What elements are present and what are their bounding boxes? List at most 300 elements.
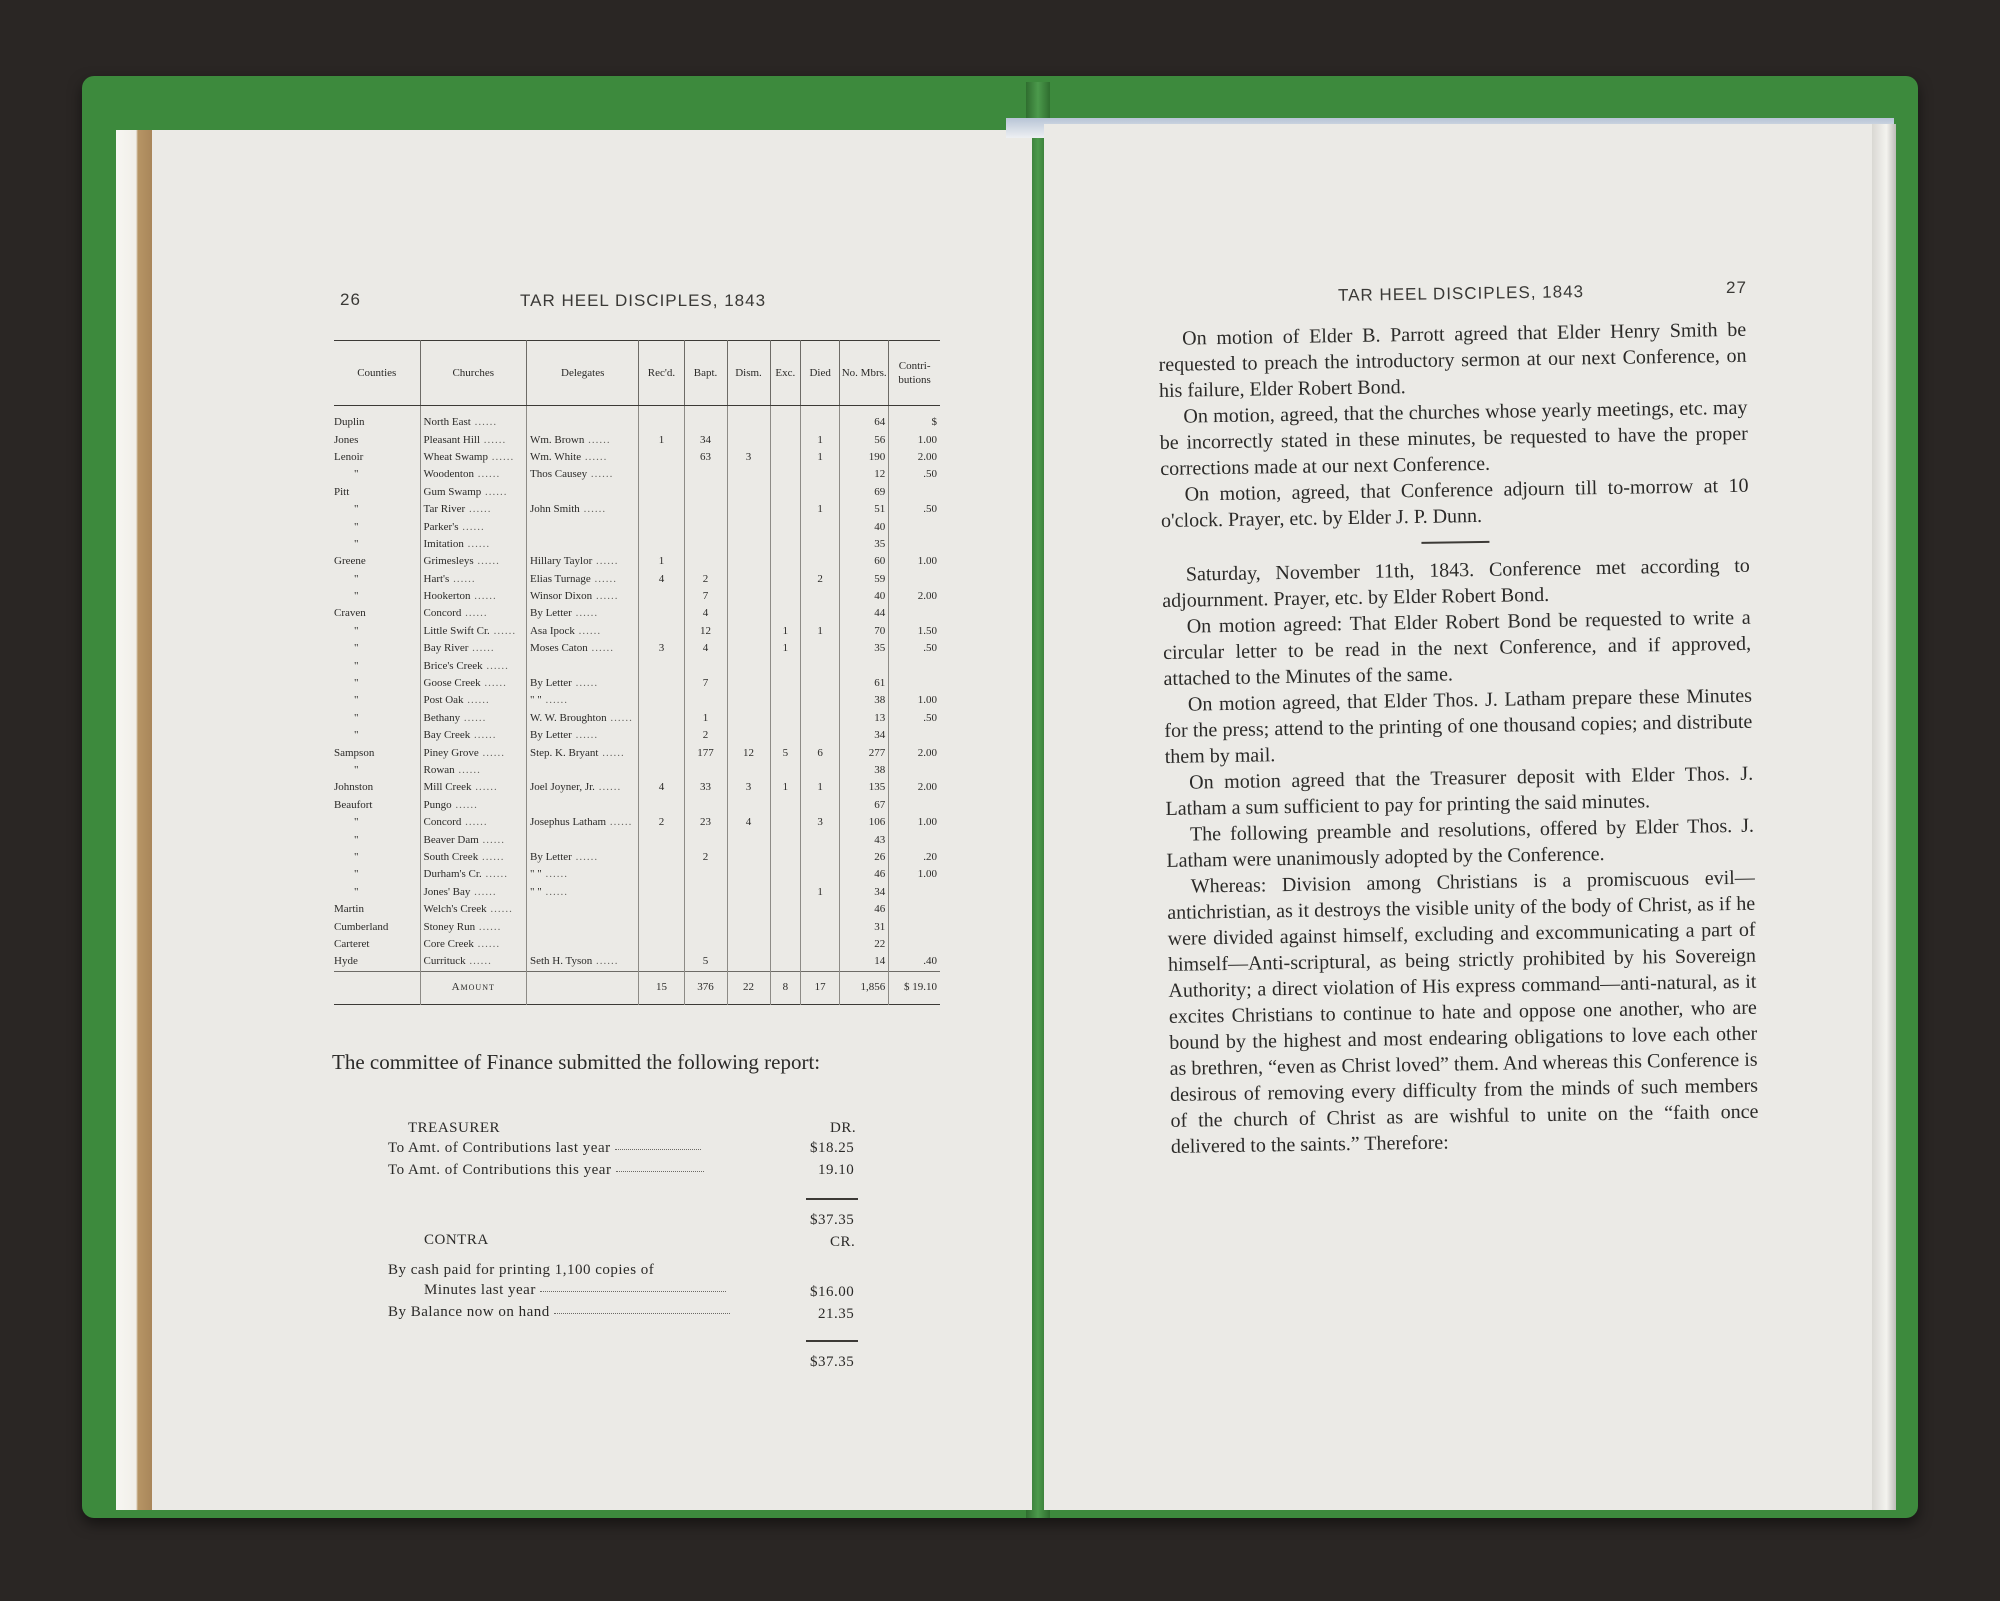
table-cell: 34	[840, 727, 889, 744]
table-cell	[639, 936, 684, 953]
table-cell: Durham's Cr. ......	[420, 866, 526, 883]
table-cell	[526, 797, 638, 814]
paragraph: On motion agreed that the Treasurer deposit with Elder Thos. J. Latham a sum sufficient to pay for printing the said minutes.	[1165, 762, 1754, 820]
table-cell	[727, 431, 770, 448]
table-cell: 277	[840, 744, 889, 761]
table-row	[334, 814, 940, 831]
table-cell: "	[354, 850, 359, 863]
table-cell	[770, 571, 801, 588]
table-cell: By Letter ......	[526, 675, 638, 692]
table-cell	[727, 518, 770, 535]
table-total-row	[334, 971, 940, 1004]
table-cell: 3	[727, 779, 770, 796]
table-cell	[770, 901, 801, 918]
right-running-head: TAR HEEL DISCIPLES, 1843	[1337, 282, 1585, 305]
table-cell: Wheat Swamp ......	[420, 449, 526, 466]
table-cell	[801, 849, 840, 866]
table-cell	[727, 901, 770, 918]
finance-amount-1: $18.25	[810, 1140, 855, 1156]
table-cell	[889, 884, 940, 901]
table-cell	[770, 727, 801, 744]
table-cell	[889, 518, 940, 535]
table-cell: 33	[684, 779, 727, 796]
table-cell: 3	[639, 640, 684, 657]
table-cell: 22	[840, 936, 889, 953]
table-row	[334, 449, 940, 466]
table-cell	[801, 866, 840, 883]
table-cell	[526, 831, 638, 848]
table-cell: 61	[840, 675, 889, 692]
table-cell	[526, 414, 638, 431]
table-cell: 2.00	[889, 449, 940, 466]
treasurer-label: TREASURER	[408, 1120, 501, 1136]
table-header-row	[334, 341, 940, 406]
table-cell	[684, 536, 727, 553]
table-cell	[684, 466, 727, 483]
dr-label: DR.	[830, 1120, 857, 1136]
table-cell: 67	[840, 797, 889, 814]
table-cell: 35	[840, 640, 889, 657]
table-cell: Beaufort	[334, 798, 373, 811]
paragraph: On motion, agreed, that the churches whose yearly meetings, etc. may be incorrectly stated in these minutes, be requested to have the proper corrections made at our next Conference.	[1159, 396, 1748, 480]
table-cell	[770, 849, 801, 866]
table-row	[334, 797, 940, 814]
dot-leader	[540, 1290, 726, 1292]
table-cell	[639, 692, 684, 709]
table-row	[334, 536, 940, 553]
table-cell	[526, 918, 638, 935]
table-cell	[770, 518, 801, 535]
table-cell: Woodenton ......	[420, 466, 526, 483]
table-cell: 1.00	[889, 553, 940, 570]
table-cell	[639, 953, 684, 971]
table-cell: Hyde	[334, 955, 358, 968]
total-cell: 17	[801, 971, 840, 1004]
table-cell	[770, 431, 801, 448]
table-cell	[727, 640, 770, 657]
table-cell	[770, 553, 801, 570]
table-cell: " " ......	[526, 884, 638, 901]
table-cell: 51	[840, 501, 889, 518]
table-cell	[684, 901, 727, 918]
table-cell	[770, 936, 801, 953]
table-cell: Hillary Taylor ......	[526, 553, 638, 570]
table-cell	[639, 866, 684, 883]
table-cell: Elias Turnage ......	[526, 571, 638, 588]
table-cell: 2.00	[889, 588, 940, 605]
table-row	[334, 675, 940, 692]
dot-leader	[616, 1170, 704, 1172]
table-cell	[684, 831, 727, 848]
table-cell: "	[354, 468, 359, 481]
table-cell: 1.00	[889, 814, 940, 831]
table-cell: John Smith ......	[526, 501, 638, 518]
table-cell: 14	[840, 953, 889, 971]
table-cell: 190	[840, 449, 889, 466]
table-cell	[639, 901, 684, 918]
table-cell: " " ......	[526, 866, 638, 883]
table-cell: Moses Caton ......	[526, 640, 638, 657]
table-cell: 34	[840, 884, 889, 901]
paragraph: On motion agreed, that Elder Thos. J. Latham prepare these Minutes for the press; attend to the printing of one thousand copies; and distribute them by mail.	[1164, 684, 1753, 768]
table-cell: $	[889, 414, 940, 431]
table-cell: 2.00	[889, 779, 940, 796]
table-cell: Johnston	[334, 781, 374, 794]
finance-total: $37.35	[810, 1354, 855, 1370]
table-cell: Currituck ......	[420, 953, 526, 971]
table-cell	[727, 692, 770, 709]
table-cell: Hart's ......	[420, 571, 526, 588]
table-cell: 26	[840, 849, 889, 866]
table-cell: 38	[840, 762, 889, 779]
table-cell: Bethany ......	[420, 710, 526, 727]
table-cell: Winsor Dixon ......	[526, 588, 638, 605]
table-cell: Stoney Run ......	[420, 918, 526, 935]
right-page-body	[1158, 317, 1759, 1160]
table-cell: 4	[727, 814, 770, 831]
table-cell	[801, 675, 840, 692]
table-cell: 70	[840, 623, 889, 640]
table-cell: "	[354, 764, 359, 776]
table-cell	[889, 797, 940, 814]
table-cell: 135	[840, 779, 889, 796]
table-cell: 2	[639, 814, 684, 831]
total-cell: 376	[684, 971, 727, 1004]
table-cell: "	[354, 885, 359, 898]
table-row	[334, 431, 940, 448]
table-cell	[727, 553, 770, 570]
table-header-cell: No. Mbrs.	[840, 341, 889, 406]
table-cell	[684, 657, 727, 674]
table-cell: Little Swift Cr. ......	[420, 623, 526, 640]
table-cell: W. W. Broughton ......	[526, 710, 638, 727]
finance-amount-4: 21.35	[818, 1306, 855, 1322]
table-cell	[727, 762, 770, 779]
table-row	[334, 953, 940, 971]
table-cell	[801, 727, 840, 744]
table-cell: 1	[770, 779, 801, 796]
table-cell: Bay River ......	[420, 640, 526, 657]
table-cell: 4	[639, 779, 684, 796]
table-cell: 1	[639, 431, 684, 448]
table-cell: "	[354, 503, 359, 516]
table-cell	[770, 484, 801, 501]
table-cell: "	[354, 590, 359, 603]
table-header-cell: Bapt.	[684, 341, 727, 406]
table-cell	[801, 953, 840, 971]
table-cell	[639, 466, 684, 483]
table-cell	[801, 414, 840, 431]
table-header-cell: Churches	[420, 341, 526, 406]
table-cell: "	[354, 868, 359, 881]
table-cell	[770, 831, 801, 848]
total-cell: 15	[639, 971, 684, 1004]
table-cell	[639, 449, 684, 466]
table-cell: 1.00	[889, 866, 940, 883]
table-cell	[770, 588, 801, 605]
table-cell	[639, 849, 684, 866]
table-cell: 2	[684, 849, 727, 866]
table-cell	[684, 484, 727, 501]
table-cell	[639, 675, 684, 692]
table-cell: 40	[840, 518, 889, 535]
table-cell: "	[354, 642, 359, 655]
table-cell	[770, 918, 801, 935]
table-cell	[639, 657, 684, 674]
table-cell: 3	[801, 814, 840, 831]
table-cell: "	[354, 537, 359, 550]
paragraph: On motion, agreed, that Conference adjourn till to-morrow at 10 o'clock. Prayer, etc. by Elder J. P. Dunn.	[1160, 474, 1749, 532]
table-cell: 106	[840, 814, 889, 831]
table-cell: 7	[684, 588, 727, 605]
table-cell	[727, 623, 770, 640]
table-cell	[770, 884, 801, 901]
table-cell	[727, 536, 770, 553]
table-cell	[639, 605, 684, 622]
table-cell: 4	[639, 571, 684, 588]
table-cell: Craven	[334, 607, 366, 620]
table-cell: "	[354, 711, 359, 724]
table-cell	[770, 605, 801, 622]
table-cell: Step. K. Bryant ......	[526, 744, 638, 761]
table-cell	[684, 501, 727, 518]
table-cell: 1	[639, 553, 684, 570]
table-cell: 31	[840, 918, 889, 935]
table-cell	[727, 710, 770, 727]
table-cell: Mill Creek ......	[420, 779, 526, 796]
table-cell	[770, 953, 801, 971]
paragraph: The following preamble and resolutions, offered by Elder Thos. J. Latham were unanimously adopted by the Conference.	[1166, 814, 1755, 872]
table-cell	[639, 484, 684, 501]
right-page-number: 27	[1726, 278, 1747, 297]
table-cell	[801, 553, 840, 570]
table-row	[334, 588, 940, 605]
table-cell: 1	[801, 779, 840, 796]
finance-line-3a: By cash paid for printing 1,100 copies of	[388, 1262, 655, 1278]
finance-subtotal: $37.35	[810, 1212, 855, 1228]
table-row	[334, 657, 940, 674]
total-cell: 22	[727, 971, 770, 1004]
table-cell: Asa Ipock ......	[526, 623, 638, 640]
dot-leader	[615, 1148, 701, 1150]
table-cell: 7	[684, 675, 727, 692]
table-cell	[526, 518, 638, 535]
table-cell	[727, 675, 770, 692]
section-rule	[1421, 541, 1489, 544]
table-body	[334, 406, 940, 1005]
table-cell: Thos Causey ......	[526, 466, 638, 483]
table-cell: "	[354, 833, 359, 846]
table-cell: 12	[840, 466, 889, 483]
table-cell: Piney Grove ......	[420, 744, 526, 761]
table-cell	[801, 692, 840, 709]
table-cell: 2	[684, 727, 727, 744]
table-spacer-row	[334, 406, 940, 415]
table-cell: 6	[801, 744, 840, 761]
table-cell: 23	[684, 814, 727, 831]
table-cell: 4	[684, 640, 727, 657]
table-cell	[727, 831, 770, 848]
table-cell	[889, 605, 940, 622]
table-cell: Jones	[334, 433, 359, 446]
table-cell	[727, 849, 770, 866]
table-cell: Bay Creek ......	[420, 727, 526, 744]
table-cell	[801, 466, 840, 483]
table-row	[334, 918, 940, 935]
table-cell: .50	[889, 640, 940, 657]
table-cell	[801, 484, 840, 501]
table-cell	[684, 762, 727, 779]
table-cell	[639, 588, 684, 605]
table-row	[334, 762, 940, 779]
table-cell	[684, 936, 727, 953]
table-row	[334, 831, 940, 848]
table-cell	[727, 918, 770, 935]
table-cell: .50	[889, 466, 940, 483]
table-cell	[639, 414, 684, 431]
table-cell	[639, 518, 684, 535]
table-cell	[889, 901, 940, 918]
total-label: Amount	[420, 971, 526, 1004]
table-cell: 1	[801, 431, 840, 448]
table-cell: Rowan ......	[420, 762, 526, 779]
table-cell: Cumberland	[334, 920, 389, 933]
finance-intro: The committee of Finance submitted the following report:	[332, 1050, 821, 1074]
table-cell	[727, 588, 770, 605]
table-cell: Seth H. Tyson ......	[526, 953, 638, 971]
table-cell: By Letter ......	[526, 605, 638, 622]
table-cell	[727, 866, 770, 883]
table-cell: "	[354, 659, 359, 672]
table-cell	[889, 536, 940, 553]
table-cell	[727, 727, 770, 744]
table-cell	[684, 797, 727, 814]
table-cell: Core Creek ......	[420, 936, 526, 953]
table-cell: Joel Joyner, Jr. ......	[526, 779, 638, 796]
table-cell: 1	[770, 640, 801, 657]
table-cell	[684, 692, 727, 709]
table-row	[334, 849, 940, 866]
paragraphs-before-rule	[1158, 317, 1749, 534]
table-header-cell: Counties	[334, 341, 420, 406]
table-cell: North East ......	[420, 414, 526, 431]
table-row	[334, 901, 940, 918]
paragraph: On motion agreed: That Elder Robert Bond be requested to write a circular letter to be read in the next Conference, and if approved, attached to the Minutes of the same.	[1162, 606, 1752, 690]
table-cell	[801, 518, 840, 535]
table-cell	[801, 918, 840, 935]
table-cell: 1	[684, 710, 727, 727]
table-cell: Goose Creek ......	[420, 675, 526, 692]
table-cell	[684, 518, 727, 535]
finance-line-1: To Amt. of Contributions last year	[388, 1140, 611, 1156]
finance-amount-2: 19.10	[818, 1162, 855, 1178]
table-cell: "	[354, 624, 359, 637]
table-cell	[684, 553, 727, 570]
table-cell	[770, 466, 801, 483]
table-cell	[889, 657, 940, 674]
table-cell	[639, 831, 684, 848]
table-cell: 59	[840, 571, 889, 588]
table-cell: "	[354, 816, 359, 829]
table-cell	[727, 466, 770, 483]
table-cell: 35	[840, 536, 889, 553]
table-row	[334, 640, 940, 657]
paragraph: Saturday, November 11th, 1843. Conference met according to adjournment. Prayer, etc. by Elder Robert Bond.	[1162, 554, 1751, 612]
table-row	[334, 605, 940, 622]
table-cell	[889, 571, 940, 588]
table-cell	[770, 762, 801, 779]
table-cell	[770, 814, 801, 831]
table-cell: Concord ......	[420, 814, 526, 831]
table-cell: 3	[727, 449, 770, 466]
cr-label: CR.	[830, 1234, 856, 1250]
table-cell	[801, 901, 840, 918]
table-row	[334, 501, 940, 518]
table-cell	[639, 727, 684, 744]
table-cell	[639, 623, 684, 640]
table-cell: 177	[684, 744, 727, 761]
table-cell: 69	[840, 484, 889, 501]
table-cell: "	[354, 729, 359, 742]
table-cell	[889, 936, 940, 953]
finance-amount-3: $16.00	[810, 1284, 855, 1300]
table-cell	[889, 484, 940, 501]
table-cell	[770, 449, 801, 466]
left-running-head: TAR HEEL DISCIPLES, 1843	[520, 291, 767, 310]
finance-line-4: By Balance now on hand	[388, 1304, 550, 1320]
table-cell	[889, 831, 940, 848]
table-cell	[639, 884, 684, 901]
table-cell: Josephus Latham ......	[526, 814, 638, 831]
table-cell: Gum Swamp ......	[420, 484, 526, 501]
table-cell: 34	[684, 431, 727, 448]
table-row	[334, 727, 940, 744]
table-cell	[684, 918, 727, 935]
table-row	[334, 484, 940, 501]
table-cell: 1	[801, 501, 840, 518]
table-cell	[639, 536, 684, 553]
table-cell: Beaver Dam ......	[420, 831, 526, 848]
table-cell: Pleasant Hill ......	[420, 431, 526, 448]
table-cell: 12	[684, 623, 727, 640]
table-cell: Imitation ......	[420, 536, 526, 553]
table-cell: "	[354, 520, 359, 533]
table-row	[334, 779, 940, 796]
table-cell	[770, 710, 801, 727]
table-cell	[639, 710, 684, 727]
table-cell: Greene	[334, 555, 366, 568]
table-cell	[727, 501, 770, 518]
table-cell: .20	[889, 849, 940, 866]
statistics-table-wrap	[334, 340, 940, 1005]
table-cell: 1.00	[889, 692, 940, 709]
table-cell: By Letter ......	[526, 849, 638, 866]
table-header-cell: Dism.	[727, 341, 770, 406]
table-cell: Duplin	[334, 416, 365, 429]
table-cell: 5	[770, 744, 801, 761]
table-row	[334, 936, 940, 953]
table-cell: Grimesleys ......	[420, 553, 526, 570]
table-cell	[639, 501, 684, 518]
table-row	[334, 571, 940, 588]
table-cell	[526, 901, 638, 918]
table-cell: Martin	[334, 903, 364, 916]
table-cell	[801, 710, 840, 727]
paragraph: Whereas: Division among Christians is a promiscuous evil—antichristian, as it destroys the visible unity of the body of Christ, as if he were divided against himself, excluding and excommunicating a part of himself—Anti-scriptural, as being strictly prohibited by his Sovereign Authority; a direct violation of His express command—anti-natural, as it excites Christians to continue to hate and oppose one another, who are bound by the highest and most endearing obligations to love each other as brethren, “even as Christ loved” them. And whereas this Conference is desirous of removing every difficulty from the minds of such members of the church of Christ as are wishful to unite on the “faith once delivered to the saints.” Therefore:	[1167, 866, 1759, 1158]
table-cell: Tar River ......	[420, 501, 526, 518]
table-cell	[801, 831, 840, 848]
table-cell: 2	[684, 571, 727, 588]
